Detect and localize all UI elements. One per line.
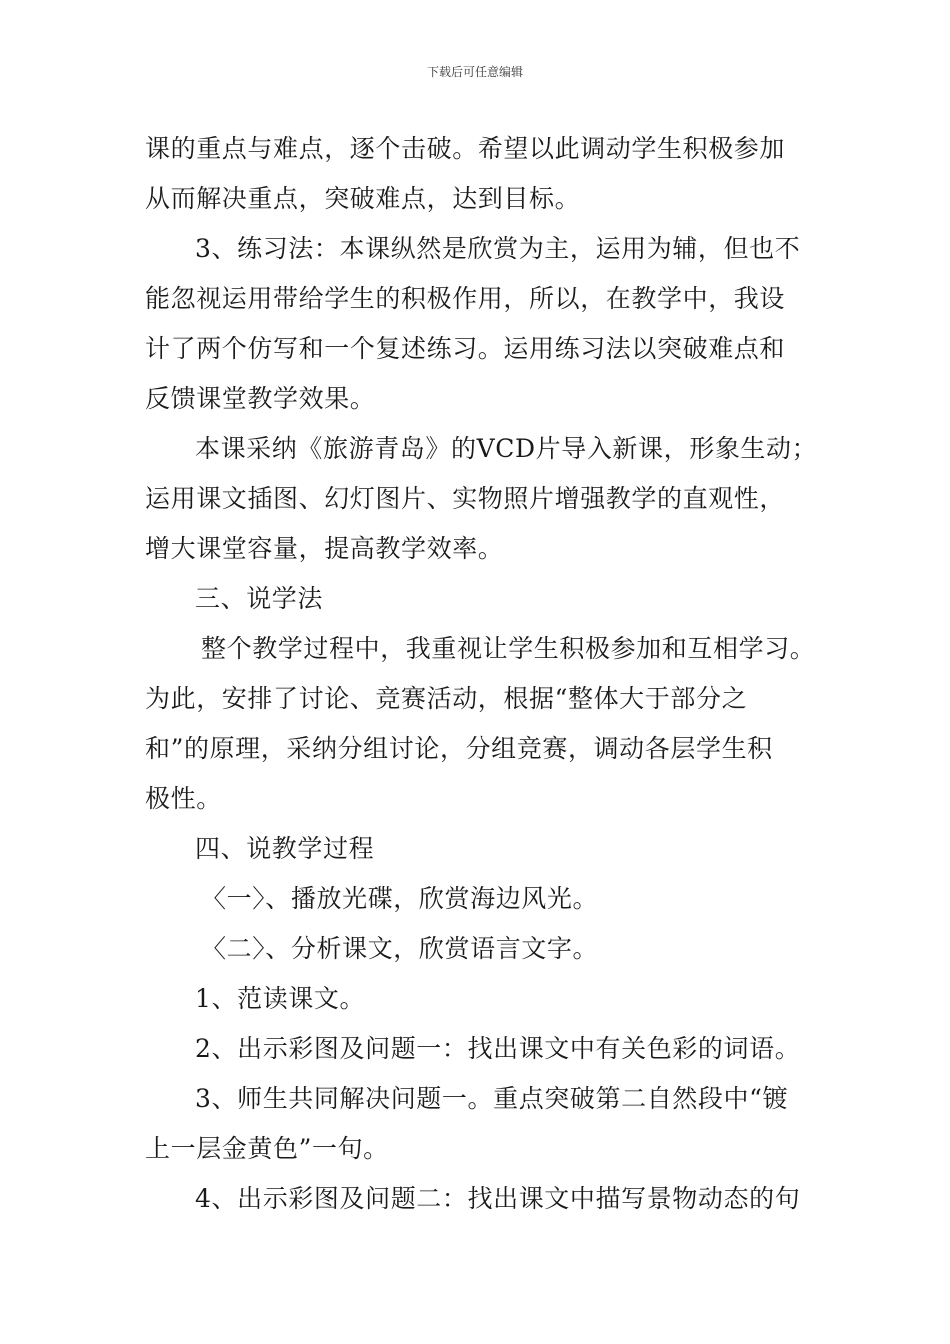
text-line: 3、师生共同解决问题一。重点突破第二自然段中“镀 [195,1084,789,1113]
text-line: 极性。 [145,784,222,813]
text-line: 运用课文插图、幻灯图片、实物照片增强教学的直观性， [145,484,786,513]
text-line: 和”的原理，采纳分组讨论，分组竞赛，调动各层学生积 [145,734,773,763]
text-line: 1、范读课文。 [195,984,366,1013]
text-line: 〈一〉、播放光碟，欣赏海边风光。 [201,884,599,913]
text-line: 为此，安排了讨论、竞赛活动，根据“整体大于部分之 [145,684,748,713]
text-line: 反馈课堂教学效果。 [145,384,376,413]
text-line: 能忽视运用带给学生的积极作用，所以，在教学中，我设 [145,284,786,313]
page-header: 下载后可任意编辑 [426,65,523,79]
text-line: 本课采纳《旅游青岛》的VCD片导入新课，形象生动； [195,434,818,463]
text-line: 上一层金黄色”一句。 [145,1134,389,1163]
text-line: 〈二〉、分析课文，欣赏语言文字。 [201,934,599,963]
section-heading: 四、说教学过程 [195,834,375,863]
section-heading: 三、说学法 [195,584,324,613]
text-line: 计了两个仿写和一个复述练习。运用练习法以突破难点和 [145,334,786,363]
text-line: 4、出示彩图及问题二：找出课文中描写景物动态的句 [195,1184,801,1213]
text-line: 课的重点与难点，逐个击破。希望以此调动学生积极参加 [145,134,786,163]
text-line: 2、出示彩图及问题一：找出课文中有关色彩的词语。 [195,1034,801,1063]
text-line: 增大课堂容量，提高教学效率。 [145,534,504,563]
text-line: 从而解决重点，突破难点，达到目标。 [145,184,581,213]
text-line: 整个教学过程中，我重视让学生积极参加和互相学习。 [201,634,816,663]
body-text [145,124,835,1224]
text-line: 3、练习法：本课纵然是欣赏为主，运用为辅，但也不 [195,234,801,263]
